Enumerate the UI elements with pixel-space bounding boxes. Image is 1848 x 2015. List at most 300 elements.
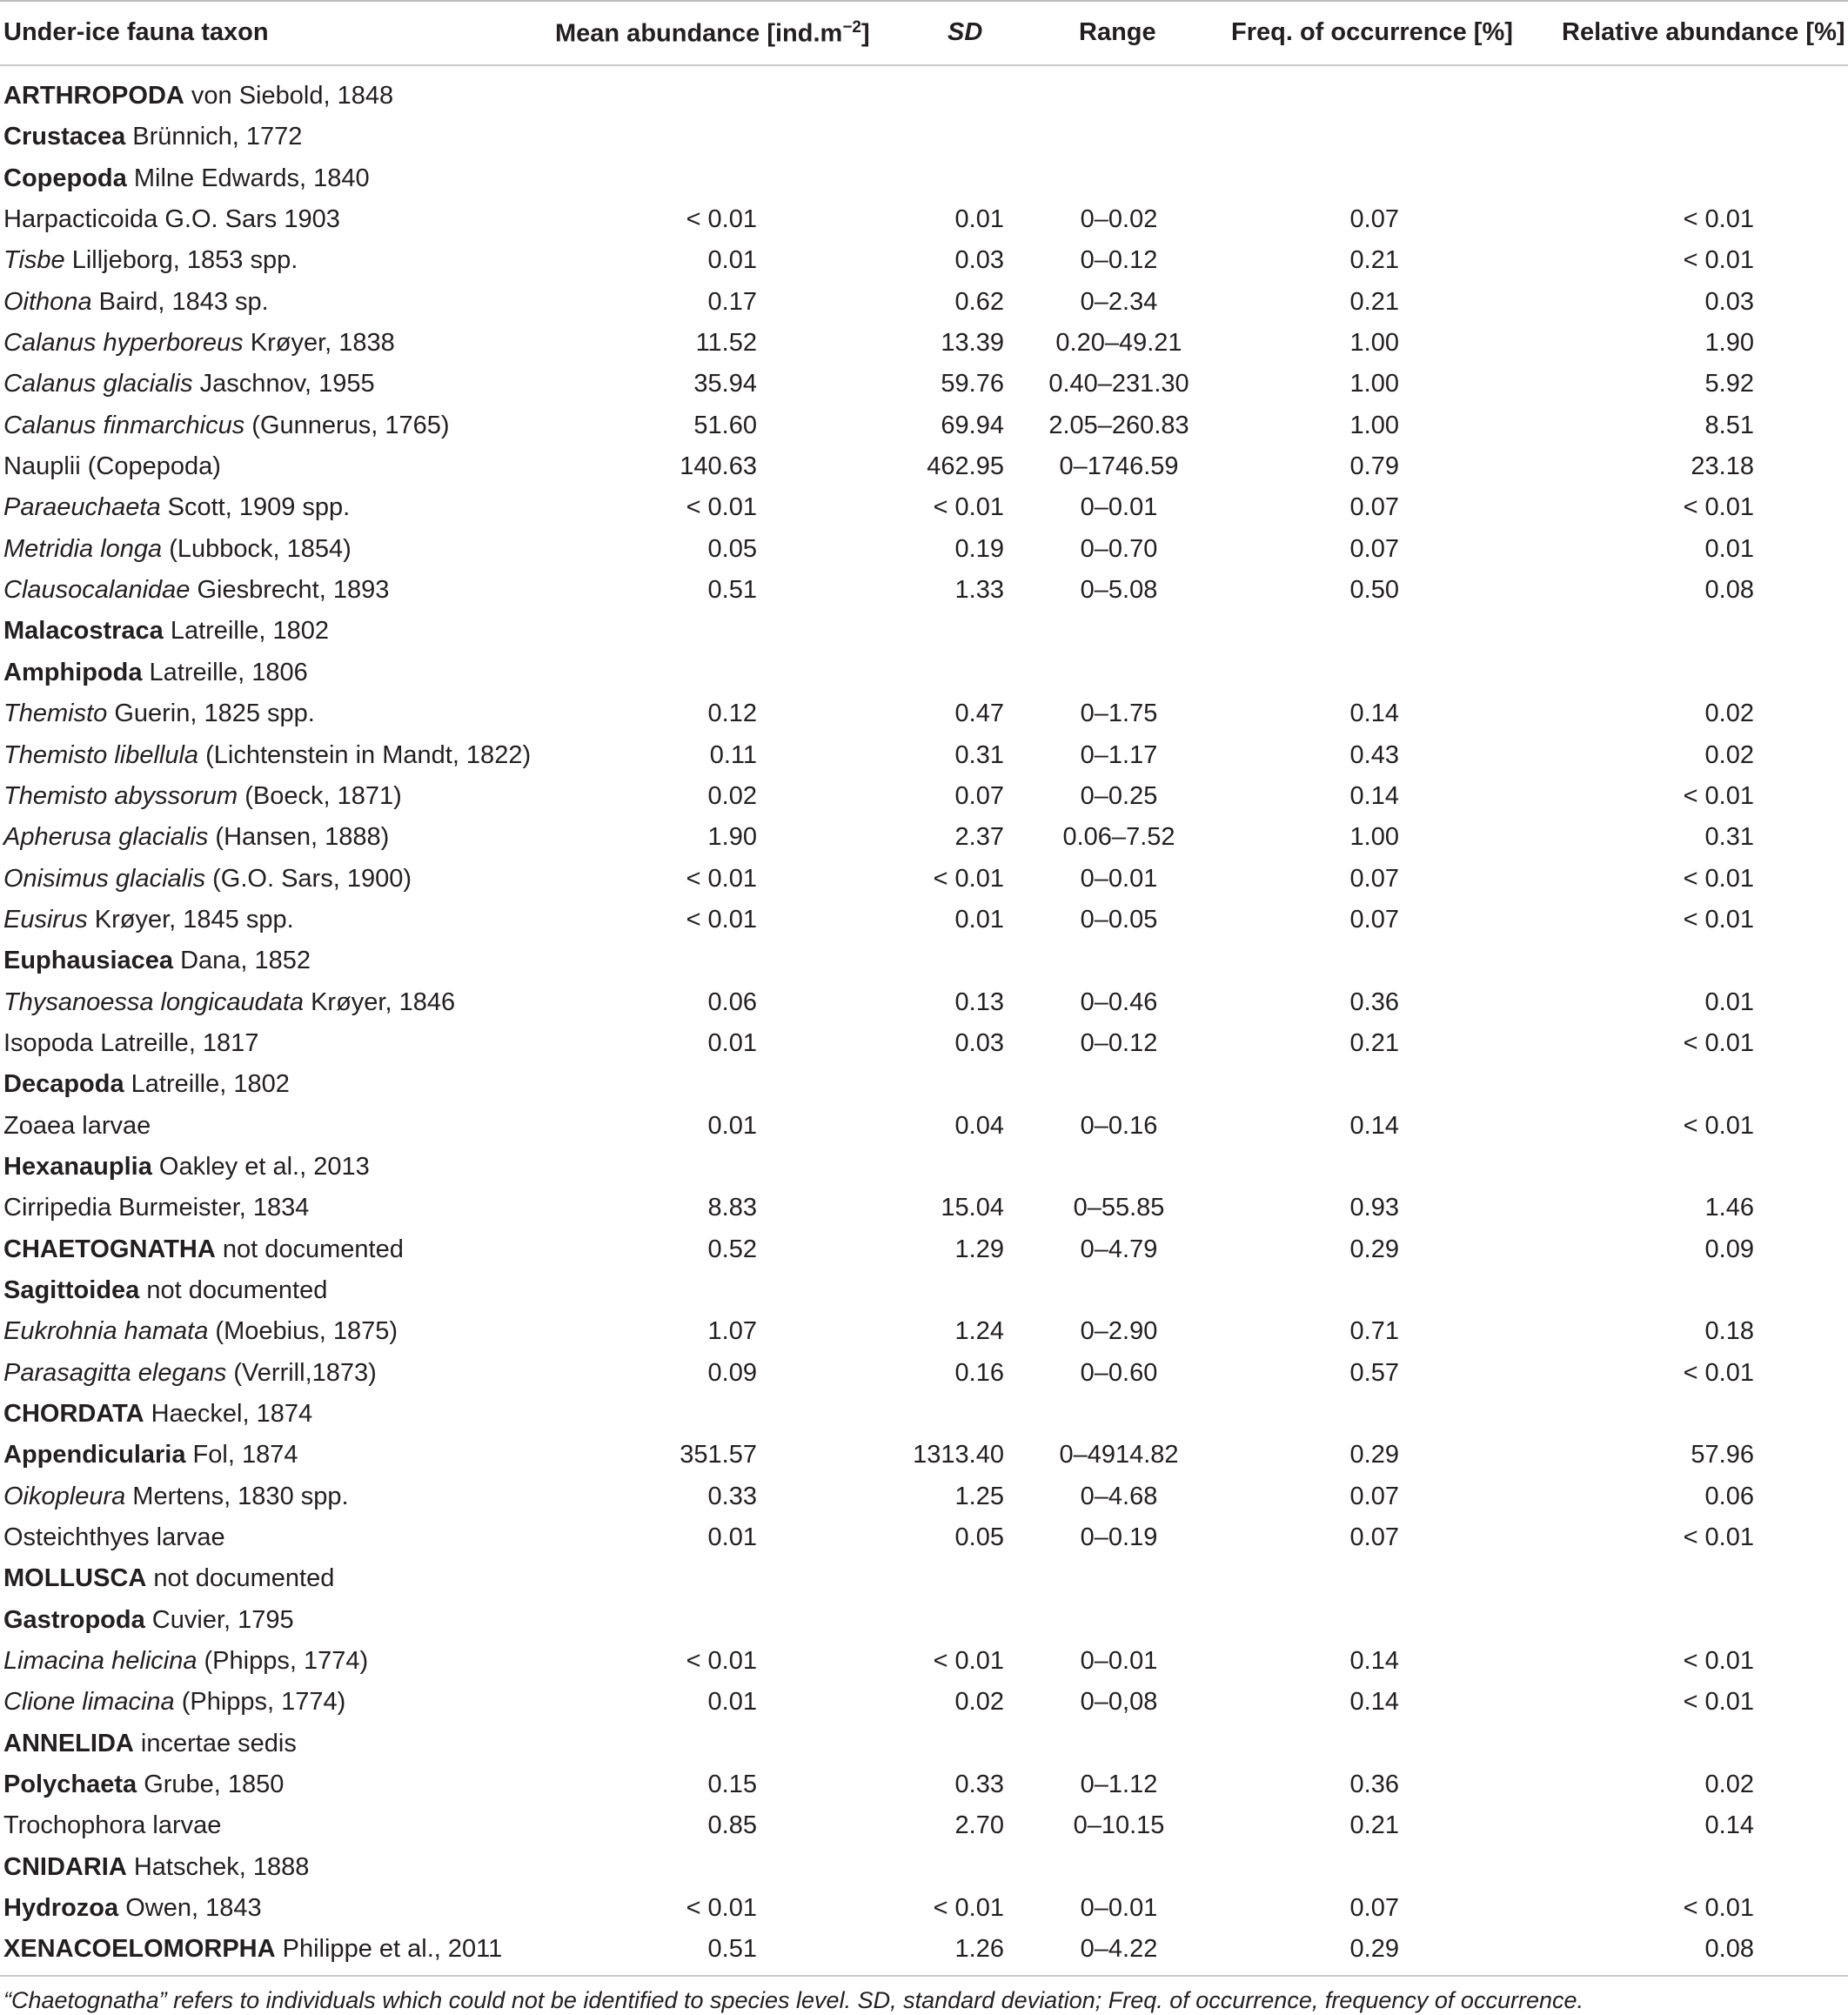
range-value: 0.20–49.21 xyxy=(1055,329,1182,358)
range-value: 0–0.01 xyxy=(1080,493,1158,522)
taxon-cell xyxy=(3,1194,309,1222)
taxon-name: Zoaea larvae xyxy=(3,1111,151,1140)
taxon-name: XENACOELOMORPHA xyxy=(3,1935,276,1964)
mean-abundance-cell: 0.05 xyxy=(707,534,757,563)
freq-cell: 1.00 xyxy=(1349,823,1399,852)
relative-abundance-cell: 8.51 xyxy=(1704,411,1754,439)
range-value: 0–0.12 xyxy=(1080,1028,1158,1057)
taxon-cell xyxy=(3,1730,297,1758)
taxon-cell xyxy=(3,1523,225,1552)
table-row xyxy=(0,1146,1848,1187)
mean-abundance-cell: 51.60 xyxy=(693,411,757,439)
table-row xyxy=(0,1105,1848,1146)
taxon-authority: Krøyer, 1845 spp. xyxy=(87,905,294,934)
taxon-name: ARTHROPODA xyxy=(3,82,184,110)
taxon-name: CNIDARIA xyxy=(3,1852,127,1881)
mean-abundance-cell: 0.01 xyxy=(707,246,757,275)
range-value: 0–1746.59 xyxy=(1059,452,1179,481)
freq-cell: 0.29 xyxy=(1349,1935,1399,1964)
range-value: 0–0.01 xyxy=(1080,1647,1158,1676)
taxon-name: Calanus finmarchicus xyxy=(3,411,245,439)
taxon-authority: Latreille, 1806 xyxy=(142,658,308,686)
table-row xyxy=(0,486,1848,527)
taxon-authority: (Phipps, 1774) xyxy=(174,1688,346,1717)
taxon-cell xyxy=(3,1235,404,1264)
table-row xyxy=(0,1310,1848,1351)
relative-abundance-cell: 0.01 xyxy=(1704,987,1754,1016)
freq-cell: 0.29 xyxy=(1349,1235,1399,1263)
taxon-authority: not documented xyxy=(215,1235,404,1263)
taxon-authority: Scott, 1909 spp. xyxy=(160,493,351,522)
table-row xyxy=(0,899,1848,940)
freq-cell: 0.21 xyxy=(1349,1028,1399,1057)
relative-abundance-cell: < 0.01 xyxy=(1683,1647,1754,1676)
table-row xyxy=(0,1476,1848,1516)
sd-cell: 0.04 xyxy=(954,1111,1004,1140)
mean-abundance-cell: 35.94 xyxy=(693,370,757,398)
taxon-cell xyxy=(3,823,389,852)
taxon-cell xyxy=(3,576,389,605)
sd-cell: 0.05 xyxy=(954,1523,1004,1552)
taxon-name: Gastropoda xyxy=(3,1605,145,1634)
freq-cell: 0.14 xyxy=(1349,781,1399,810)
taxon-authority: (Lichtenstein in Mandt, 1822) xyxy=(198,740,532,769)
taxon-name: Parasagitta elegans xyxy=(3,1358,227,1387)
taxon-cell xyxy=(3,988,455,1017)
table-row xyxy=(0,610,1848,651)
freq-cell: 0.07 xyxy=(1349,864,1399,893)
taxon-name: Eukrohnia hamata xyxy=(3,1317,209,1346)
header-range: Range xyxy=(1079,18,1156,46)
taxon-name: Eusirus xyxy=(3,905,88,934)
mean-abundance-cell: 0.11 xyxy=(709,740,757,769)
mean-abundance-cell: 8.83 xyxy=(707,1194,757,1222)
sd-cell: < 0.01 xyxy=(933,1894,1004,1923)
sd-cell: 0.31 xyxy=(954,740,1004,769)
taxon-cell xyxy=(3,1606,294,1635)
taxon-cell xyxy=(3,741,531,770)
freq-cell: 0.43 xyxy=(1349,740,1399,769)
range-value: 0–2.90 xyxy=(1080,1317,1158,1346)
sd-cell: 0.03 xyxy=(954,1028,1004,1057)
taxon-cell xyxy=(3,1441,298,1469)
taxon-cell xyxy=(3,1317,398,1346)
taxon-name: Cirripedia Burmeister, 1834 xyxy=(3,1194,310,1222)
taxon-cell xyxy=(3,205,340,234)
taxon-name: Paraeuchaeta xyxy=(3,493,161,522)
taxon-name: Apherusa glacialis xyxy=(3,823,209,852)
sd-cell: 462.95 xyxy=(927,452,1004,481)
mean-abundance-cell: 0.01 xyxy=(707,1028,757,1057)
table-row xyxy=(0,1228,1848,1269)
taxon-name: Copepoda xyxy=(3,164,127,192)
taxon-cell xyxy=(3,370,375,398)
table-row xyxy=(0,940,1848,981)
taxon-name: Isopoda Latreille, 1817 xyxy=(3,1028,259,1057)
taxon-cell xyxy=(3,865,412,894)
freq-cell: 0.71 xyxy=(1349,1317,1399,1346)
taxon-authority: (Moebius, 1875) xyxy=(208,1317,398,1346)
range-value: 0–55.85 xyxy=(1073,1194,1165,1222)
sd-cell: 2.70 xyxy=(954,1811,1004,1840)
range-value: 0–0.16 xyxy=(1080,1111,1158,1140)
table-footnote: “Chaetognatha” refers to individuals which could not be identified to species level. SD, standard deviation; Freq. of occurrence, frequency of occurrence. xyxy=(0,1975,1848,2014)
relative-abundance-cell: 0.31 xyxy=(1704,823,1754,852)
taxon-name: Appendicularia xyxy=(3,1441,186,1469)
range-value: 0–0.05 xyxy=(1080,905,1158,934)
sd-cell: 0.03 xyxy=(954,246,1004,275)
sd-cell: 1.26 xyxy=(954,1935,1004,1964)
range-value: 0–0.01 xyxy=(1080,1894,1158,1923)
mean-abundance-cell: 1.07 xyxy=(707,1317,757,1346)
taxon-name: Metridia longa xyxy=(3,534,163,563)
freq-cell: 0.07 xyxy=(1349,534,1399,563)
taxon-cell xyxy=(3,493,350,522)
taxon-cell xyxy=(3,906,294,934)
relative-abundance-cell: < 0.01 xyxy=(1683,781,1754,810)
table-row xyxy=(0,239,1848,280)
sd-cell: 0.33 xyxy=(954,1771,1004,1799)
mean-abundance-cell: 0.01 xyxy=(707,1523,757,1552)
range-value: 0–0.01 xyxy=(1080,864,1158,893)
mean-abundance-cell: 0.15 xyxy=(707,1771,757,1799)
taxon-name: Oithona xyxy=(3,287,92,316)
sd-cell: < 0.01 xyxy=(933,493,1004,522)
freq-cell: 0.21 xyxy=(1349,287,1399,316)
taxon-authority: Fol, 1874 xyxy=(185,1441,298,1469)
mean-abundance-cell: 0.17 xyxy=(707,287,757,316)
mean-abundance-cell: < 0.01 xyxy=(686,905,757,934)
sd-cell: 0.19 xyxy=(954,534,1004,563)
freq-cell: 0.57 xyxy=(1349,1358,1399,1387)
mean-abundance-cell: < 0.01 xyxy=(686,864,757,893)
table-row xyxy=(0,652,1848,693)
taxon-authority: not documented xyxy=(146,1564,335,1593)
relative-abundance-cell: 0.03 xyxy=(1704,287,1754,316)
table-row xyxy=(0,981,1848,1022)
taxon-name: Nauplii (Copepoda) xyxy=(3,452,221,481)
taxon-name: Sagittoidea xyxy=(3,1275,140,1304)
mean-abundance-cell: < 0.01 xyxy=(686,1894,757,1923)
taxon-cell xyxy=(3,535,352,564)
header-mean-close: ] xyxy=(861,19,870,48)
taxon-name: Onisimus glacialis xyxy=(3,864,206,893)
taxon-authority: Grube, 1850 xyxy=(137,1771,285,1799)
relative-abundance-cell: < 0.01 xyxy=(1683,205,1754,234)
taxon-name: Hexanauplia xyxy=(3,1152,152,1181)
taxon-authority: Owen, 1843 xyxy=(118,1894,262,1923)
taxon-authority: not documented xyxy=(139,1275,328,1304)
mean-abundance-cell: 0.12 xyxy=(707,700,757,728)
header-rel: Relative abundance [%] xyxy=(1562,18,1845,46)
taxon-authority: (Boeck, 1871) xyxy=(238,781,402,810)
relative-abundance-cell: 0.02 xyxy=(1704,740,1754,769)
taxon-authority: Milne Edwards, 1840 xyxy=(126,164,370,192)
taxon-cell xyxy=(3,659,308,687)
mean-abundance-cell: 0.33 xyxy=(707,1482,757,1510)
table-row xyxy=(0,1723,1848,1764)
header-mean-exponent: −2 xyxy=(842,18,861,37)
table-row xyxy=(0,734,1848,775)
taxon-name: Crustacea xyxy=(3,123,126,151)
relative-abundance-cell: 0.06 xyxy=(1704,1482,1754,1510)
relative-abundance-cell: < 0.01 xyxy=(1683,493,1754,522)
table-row xyxy=(0,858,1848,899)
taxon-cell xyxy=(3,1359,377,1388)
taxon-name: Oikopleura xyxy=(3,1482,126,1510)
taxon-name: Thysanoessa longicaudata xyxy=(3,987,305,1016)
taxon-cell xyxy=(3,288,269,317)
freq-cell: 0.50 xyxy=(1349,576,1399,605)
table-header xyxy=(0,0,1848,66)
taxon-cell xyxy=(3,1853,309,1882)
relative-abundance-cell: < 0.01 xyxy=(1683,1894,1754,1923)
table-row xyxy=(0,405,1848,445)
relative-abundance-cell: 0.08 xyxy=(1704,1935,1754,1964)
table-row xyxy=(0,569,1848,610)
table-row xyxy=(0,1804,1848,1845)
table-row xyxy=(0,198,1848,239)
taxon-authority: Haeckel, 1874 xyxy=(144,1400,313,1428)
sd-cell: 1.25 xyxy=(954,1482,1004,1510)
freq-cell: 0.21 xyxy=(1349,1811,1399,1840)
mean-abundance-cell: 1.90 xyxy=(707,823,757,852)
table-row xyxy=(0,693,1848,733)
relative-abundance-cell: 0.09 xyxy=(1704,1235,1754,1263)
table-row xyxy=(0,1928,1848,1969)
taxon-name: Amphipoda xyxy=(3,658,143,686)
sd-cell: < 0.01 xyxy=(933,864,1004,893)
table-row xyxy=(0,1846,1848,1887)
range-value: 0–0.12 xyxy=(1080,246,1158,275)
taxon-name: CHORDATA xyxy=(3,1400,144,1428)
taxon-cell xyxy=(3,412,450,440)
taxon-name: MOLLUSCA xyxy=(3,1564,147,1593)
taxon-authority: Hatschek, 1888 xyxy=(126,1852,310,1881)
range-value: 0–10.15 xyxy=(1073,1811,1165,1840)
relative-abundance-cell: < 0.01 xyxy=(1683,1358,1754,1387)
mean-abundance-cell: 140.63 xyxy=(680,452,757,481)
taxon-cell xyxy=(3,1811,221,1840)
range-value: 0–5.08 xyxy=(1080,576,1158,605)
taxon-authority: Dana, 1852 xyxy=(173,947,311,975)
sd-cell: 1.24 xyxy=(954,1317,1004,1346)
taxon-authority: Cuvier, 1795 xyxy=(144,1605,294,1634)
sd-cell: 0.01 xyxy=(954,205,1004,234)
freq-cell: 0.07 xyxy=(1349,1894,1399,1923)
freq-cell: 0.14 xyxy=(1349,1647,1399,1676)
freq-cell: 0.36 xyxy=(1349,1771,1399,1799)
mean-abundance-cell: 0.85 xyxy=(707,1811,757,1840)
sd-cell: 0.47 xyxy=(954,700,1004,728)
mean-abundance-cell: 0.02 xyxy=(707,781,757,810)
taxon-authority: Oakley et al., 2013 xyxy=(151,1152,370,1181)
table-row xyxy=(0,1681,1848,1722)
mean-abundance-cell: 0.52 xyxy=(707,1235,757,1263)
taxon-cell xyxy=(3,1483,349,1511)
freq-cell: 0.07 xyxy=(1349,1523,1399,1552)
table-row xyxy=(0,116,1848,157)
mean-abundance-cell: < 0.01 xyxy=(686,493,757,522)
freq-cell: 0.07 xyxy=(1349,905,1399,934)
table-row xyxy=(0,157,1848,198)
relative-abundance-cell: 0.02 xyxy=(1704,1771,1754,1799)
sd-cell: 2.37 xyxy=(954,823,1004,852)
taxon-authority: Baird, 1843 sp. xyxy=(91,287,269,316)
taxon-authority: Guerin, 1825 spp. xyxy=(107,700,315,728)
mean-abundance-cell: 0.01 xyxy=(707,1688,757,1717)
range-value: 0.40–231.30 xyxy=(1048,370,1189,398)
freq-cell: 0.07 xyxy=(1349,205,1399,234)
range-value: 0–0.60 xyxy=(1080,1358,1158,1387)
taxon-name: Limacina helicina xyxy=(3,1647,198,1676)
taxon-authority: Brünnich, 1772 xyxy=(125,123,303,151)
taxon-authority: (Hansen, 1888) xyxy=(208,823,390,852)
table-row xyxy=(0,75,1848,116)
taxon-name: Osteichthyes larvae xyxy=(3,1523,225,1552)
relative-abundance-cell: 0.02 xyxy=(1704,700,1754,728)
taxon-cell xyxy=(3,1894,262,1923)
relative-abundance-cell: < 0.01 xyxy=(1683,1028,1754,1057)
range-value: 0–0.25 xyxy=(1080,781,1158,810)
relative-abundance-cell: < 0.01 xyxy=(1683,1523,1754,1552)
table-row xyxy=(0,1516,1848,1557)
taxon-cell xyxy=(3,246,298,275)
sd-cell: 0.01 xyxy=(954,905,1004,934)
header-freq: Freq. of occurrence [%] xyxy=(1231,18,1513,46)
taxon-cell xyxy=(3,700,315,728)
freq-cell: 0.07 xyxy=(1349,1482,1399,1510)
mean-abundance-cell: 0.09 xyxy=(707,1358,757,1387)
mean-abundance-cell: < 0.01 xyxy=(686,1647,757,1676)
relative-abundance-cell: 23.18 xyxy=(1691,452,1754,481)
sd-cell: 69.94 xyxy=(941,411,1004,439)
header-sd: SD xyxy=(947,18,983,46)
freq-cell: 1.00 xyxy=(1349,370,1399,398)
sd-cell: < 0.01 xyxy=(933,1647,1004,1676)
sd-cell: 0.02 xyxy=(954,1688,1004,1717)
table-row xyxy=(0,1599,1848,1640)
taxon-name: Themisto abyssorum xyxy=(3,781,238,810)
freq-cell: 1.00 xyxy=(1349,329,1399,358)
taxon-name: Themisto xyxy=(3,700,108,728)
header-mean-text: Mean abundance [ind.m xyxy=(555,19,843,48)
freq-cell: 0.79 xyxy=(1349,452,1399,481)
relative-abundance-cell: 57.96 xyxy=(1691,1441,1754,1469)
freq-cell: 0.93 xyxy=(1349,1194,1399,1222)
relative-abundance-cell: < 0.01 xyxy=(1683,246,1754,275)
range-value: 0–0.02 xyxy=(1080,205,1158,234)
mean-abundance-cell: 11.52 xyxy=(695,329,757,358)
table-row xyxy=(0,1187,1848,1228)
taxon-authority: (Phipps, 1774) xyxy=(197,1647,369,1676)
taxon-cell xyxy=(3,1400,312,1429)
mean-abundance-cell: 0.01 xyxy=(707,1111,757,1140)
taxon-cell xyxy=(3,782,402,811)
relative-abundance-cell: 1.90 xyxy=(1704,329,1754,358)
taxon-name: Harpacticoida G.O. Sars 1903 xyxy=(3,205,340,234)
sd-cell: 0.16 xyxy=(954,1358,1004,1387)
table-row xyxy=(0,1887,1848,1928)
taxon-authority: Jaschnov, 1955 xyxy=(192,370,375,398)
table-row xyxy=(0,445,1848,486)
taxon-authority: Giesbrecht, 1893 xyxy=(190,576,390,605)
range-value: 0–0.19 xyxy=(1080,1523,1158,1552)
range-value: 0.06–7.52 xyxy=(1062,823,1175,852)
taxon-cell xyxy=(3,1647,368,1676)
freq-cell: 0.07 xyxy=(1349,493,1399,522)
freq-cell: 0.14 xyxy=(1349,1111,1399,1140)
taxon-authority: (Verrill,1873) xyxy=(226,1358,377,1387)
taxon-authority: Philippe et al., 2011 xyxy=(275,1935,503,1964)
table-body xyxy=(0,75,1848,1970)
taxon-cell xyxy=(3,1153,370,1182)
taxon-name: CHAETOGNATHA xyxy=(3,1235,216,1263)
mean-abundance-cell: 0.06 xyxy=(707,987,757,1016)
taxon-authority: Krøyer, 1838 xyxy=(243,329,395,358)
header-mean-abundance xyxy=(555,18,870,49)
taxon-cell xyxy=(3,1029,258,1058)
taxon-cell xyxy=(3,617,329,646)
taxon-name: Themisto libellula xyxy=(3,740,199,769)
taxon-authority: (Lubbock, 1854) xyxy=(162,534,352,563)
relative-abundance-cell: < 0.01 xyxy=(1683,864,1754,893)
range-value: 0–4.22 xyxy=(1080,1935,1158,1964)
taxon-cell xyxy=(3,1112,151,1141)
range-value: 0–0.46 xyxy=(1080,987,1158,1016)
sd-cell: 0.62 xyxy=(954,287,1004,316)
taxon-name: Trochophora larvae xyxy=(3,1811,222,1840)
taxon-authority: von Siebold, 1848 xyxy=(184,82,394,110)
taxon-name: Calanus hyperboreus xyxy=(3,329,244,358)
mean-abundance-cell: < 0.01 xyxy=(686,205,757,234)
taxon-name: Polychaeta xyxy=(3,1771,137,1799)
relative-abundance-cell: 5.92 xyxy=(1704,370,1754,398)
relative-abundance-cell: < 0.01 xyxy=(1683,905,1754,934)
table-row xyxy=(0,1557,1848,1598)
taxon-authority: Latreille, 1802 xyxy=(124,1070,290,1099)
range-value: 0–0.70 xyxy=(1080,534,1158,563)
taxon-name: Calanus glacialis xyxy=(3,370,193,398)
taxon-name: Clausocalanidae xyxy=(3,576,191,605)
table-row xyxy=(0,1640,1848,1681)
table-row xyxy=(0,322,1848,363)
freq-cell: 0.29 xyxy=(1349,1441,1399,1469)
sd-cell: 59.76 xyxy=(941,370,1004,398)
range-value: 0–2.34 xyxy=(1080,287,1158,316)
taxon-name: Decapoda xyxy=(3,1070,124,1099)
freq-cell: 0.14 xyxy=(1349,700,1399,728)
relative-abundance-cell: 0.14 xyxy=(1704,1811,1754,1840)
sd-cell: 1.33 xyxy=(954,576,1004,605)
range-value: 0–4.79 xyxy=(1080,1235,1158,1263)
taxon-authority: incertae sedis xyxy=(133,1729,297,1757)
taxon-name: Clione limacina xyxy=(3,1688,175,1717)
table-row xyxy=(0,1269,1848,1310)
taxon-cell xyxy=(3,1070,290,1099)
table-row xyxy=(0,1764,1848,1804)
taxon-cell xyxy=(3,1688,345,1717)
mean-abundance-cell: 0.51 xyxy=(707,576,757,605)
taxon-name: Tisbe xyxy=(3,246,65,275)
taxon-cell xyxy=(3,329,395,358)
range-value: 0–1.75 xyxy=(1080,700,1158,728)
range-value: 0–1.12 xyxy=(1080,1771,1158,1799)
sd-cell: 0.13 xyxy=(954,987,1004,1016)
taxon-cell xyxy=(3,1771,284,1799)
range-value: 0–4914.82 xyxy=(1059,1441,1179,1469)
taxon-cell xyxy=(3,164,370,193)
